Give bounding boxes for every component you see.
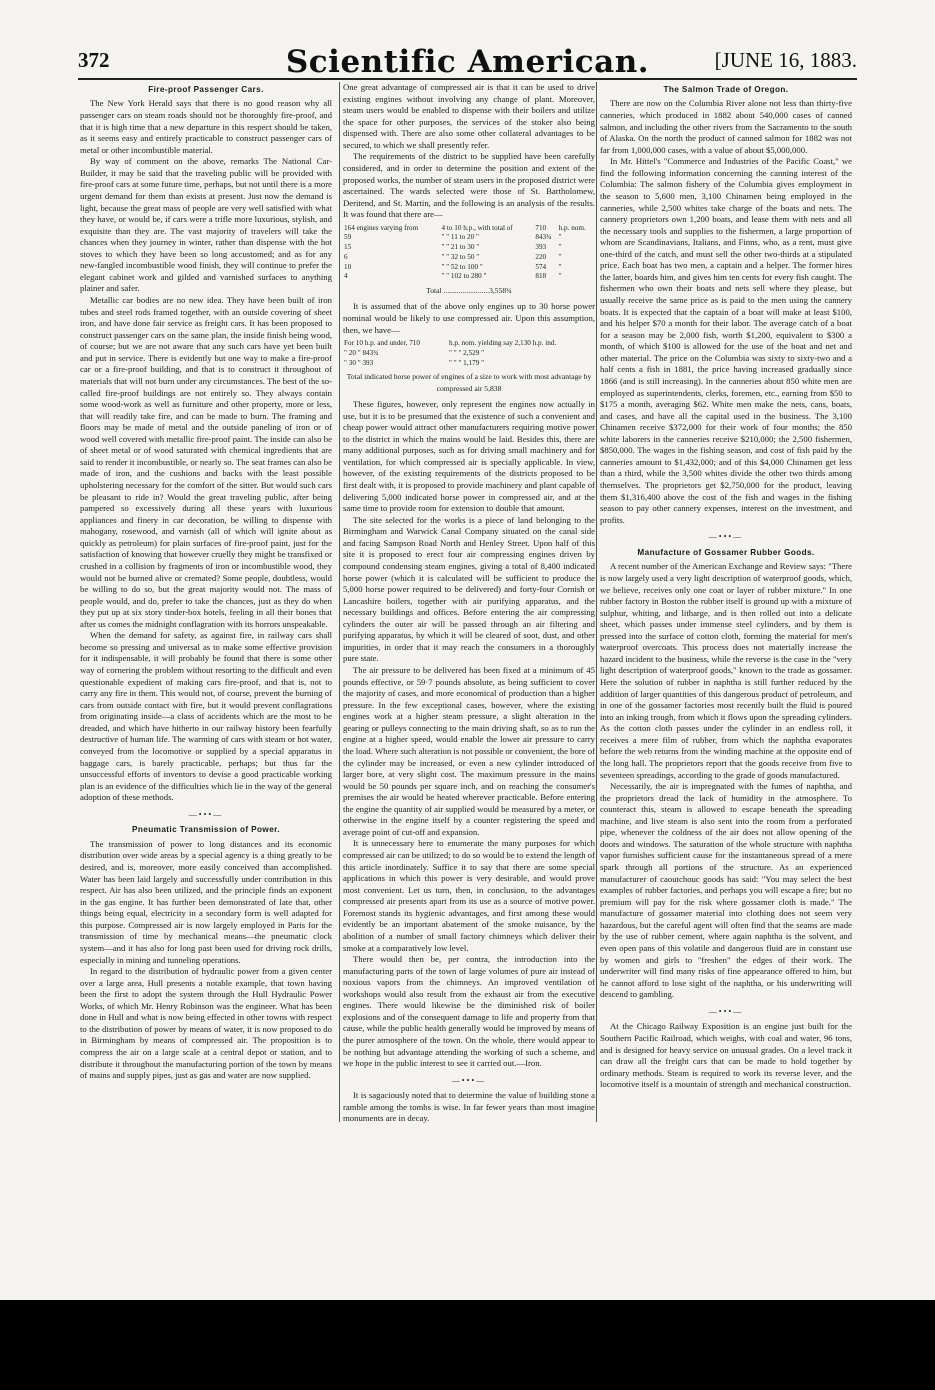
article-heading: Manufacture of Gossamer Rubber Goods. [637,547,815,557]
table-cell: " " " 2,529 " [448,348,485,357]
table-cell: " " " 1,179 " [448,358,485,367]
table-cell: 393 [535,243,547,252]
table-cell: 574 [535,262,547,271]
header-rule [78,78,857,80]
bottom-bar [0,1300,935,1390]
paragraph: The New York Herald says that there is no good reason why all passenger cars on steam roads should not be thoroughly fire-proof, and that it is high time that a new departure in this respect should be taken, as it seems easy and entirely practicable to construct passenger cars of metal or other incombustible material. [80,98,332,155]
table-cell: 6 [344,252,348,261]
section-ornament: —•••— [188,809,224,819]
column-left [80,82,332,1127]
masthead: Scientific American. [285,44,650,80]
column-middle [343,82,595,1127]
paragraph: By way of comment on the above, remarks The National Car-Builder, it may be said that the traveling public will be provided with fire-proof cars at some future time, perhaps, but not until there is a more urgent demand for them than exists at present. Just now the demand is light, because the great mass of people are very well satisfied with what they have, or would be, if cars were a trifle more luxurious, stylish, and exquisite than they are. The vast majority of travelers will take the chances when they journey in winter, rather than dispense with the hot stoves to which they have been so long accustomed; and as for any new-fangled incombustible wood finish, they will continue to prefer the elegant cabinet work and gilded and varnished surfaces to anything plainer and safer. [80,156,332,294]
table-cell: " [558,272,562,281]
table-cell: 164 engines varying from [344,223,419,232]
table-cell: 818 [535,272,547,281]
paragraph: The site selected for the works is a piece of land belonging to the Birmingham and Warwick Canal Company situated on the canal side and facing Sampson Road North and Henley Street. Upon half of this site it is proposed to erect four air compressing engines driven by compound condensing steam engines, giving a total of 8,400 indicated horse power (which it is calculated will be sufficient to produce the 5,000 horse power required to be delivered) and forty-four Cornish or Lancashire boilers, together with air purifying apparatus, and the necessary buildings and offices. Before entering the air compressing cylinders the outer air will be passed through an air filtering and purifying apparatus, by which it will be cleared of soot, dust, and other impurities, in order that it may reach the consumers in a thoroughly pure state. [343,514,595,664]
page-number: 372 [78,48,110,72]
table-total: Total ........................3,558¾ [426,286,512,296]
paragraph: It is unnecessary here to enumerate the many purposes for which compressed air can be utilized; to do so would be to extend the length of this article inordinately. Suffice it to say that there are some special applications in which this power is very desirable, and would prove most convenient. Let us turn, then, in conclusion, to the advantages compressed air presents apart from its use as a source of motive power. Foremost stands its hygienic advantages, and first among these would evidently be an important abatement of the smoke nuisance, by the abolition of a number of small factory chimneys which deliver their smoke at a comparatively low level. [343,838,595,953]
paragraph: These figures, however, only represent the engines now actually in use, but it is to be presumed that the existence of such a convenient and cheap power would attract other manufacturers requiring motive power to the district in which the mains would be laid. Besides this, there are many additional purposes, such as for driving small machinery and for ventilation, for which compressed air is specially applicable. In view, however, of the existing requirements of the districts proposed to be first dealt with, it is proposed to provide machinery and plant capable of delivering 5,000 indicated horse power in compressed air, and at the same time to provide room for extension to double that amount. [343,399,595,514]
table-cell: 15 [344,243,352,252]
page-header [78,44,857,80]
table-row [343,349,595,359]
table-cell: " " 11 to 20 " [441,233,479,242]
paragraph: It is sagaciously noted that to determine the value of building stone a ramble among the tombs is wise. In far fewer years than most imagine monuments are in decay. [343,1090,595,1124]
table-cell: 710 [535,223,547,232]
table-row [343,224,595,234]
column-divider [596,82,597,1122]
table-cell: For 10 h.p. and under, 710 [344,339,420,348]
table-cell: " [558,252,562,261]
table-cell: 220 [535,252,547,261]
paragraph: At the Chicago Railway Exposition is an engine just built for the Southern Pacific Railroad, which weighs, with coal and water, 96 tons, and is designed for heavy service on unusual grades. On a level track it can draw all the freight cars that can be made to hold together by ordinary methods. Steam is required to work its reverse lever, and the locomotive itself is a mountain of strength and mechanical construction. [600,1021,852,1090]
paragraph: Metallic car bodies are no new idea. They have been built of iron tubes and steel rods framed together, with an outside covering of sheet iron, and have done fair service as freight cars. It has been proposed to construct passenger cars on the same plan, the inside finish being wood, of course; but we are not aware that any such cars have yet been built and put in service. There is evidently but one way to make a fire-proof car or a fire-proof building, and that is to construct it throughout of materials that will not burn under any circumstances. The best of the so-called fire-proof buildings are not entirely so. They always contain some wood-work as well as furniture and other property, more or less, that will readily take fire, and can be made to burn. The framing and floors may be made of metal and the outside paneling of iron or of wood well covered with metallic fire-proof paint. The inside can also be of sheet metal or of wood saturated with chemical ingredients that are said to render it incombustible, or nearly so. The seat frames can also be made of iron, and the cushions and backs with the least possible upholstering necessary for the comfort of the sitter. But would such cars be pleasant to ride in? Would the great traveling public, after being pampered so excessively during all these years with luxurious appliances and finery in car decoration, be willing to dispense with mahogany, rosewood, and varnish (all of which will ignite about as quickly as petroleum) for plain surfaces of fire-proof paint, just for the satisfaction of knowing that however cruelly they might be transfixed or crushed in a collision by fragments of iron or incombustible wood, they would not be burned alive or cremated? Some people, doubtless, would be willing to do so, but the great majority would not. The mass of people would, and do, prefer to take the chances, just as they do when they put up at six story tinder-box hotels, feeling in all their bones that after us comes the midnight conflagration with its horrors unspeakable. [80,295,332,629]
paragraph: A recent number of the American Exchange and Review says: "There is now largely used a very light description of waterproof goods, which, we believe, receives only one coat or layer of rubber mixture." In one rubber factory in Boston the rubber itself is ground up with a mixture of sulphur, whiting, and litharge, and is then rolled out into a delicate sheet, which passes under immense steel cylinders, and by them is pressed into the surface of cotton cloth, forming the material for men's waterproof overcoats. This process does not materially increase the hazard incident to the business, while the reverse is the case in the "very light description of waterproof goods," known to the trade as gossamer. Here the solution of rubber in naphtha is still further reduced by the addition of larger quantities of this dangerous product of petroleum, and in one of the gossamer factories most recently built the fluid is poured into an inking trough, from which it flows upon the spreading cylinders. As the cotton cloth passes under the cylinder in an endless roll, it receives a mere film of rubber, from which the naphtha evaporates before the web returns from the winding machine at the opposite end of the long hall. The proprietors report that the goods receive from five to seventeen spreadings, according to the grade of goods manufactured. [600,561,852,780]
paragraph: When the demand for safety, as against fire, in railway cars shall become so pressing and universal as to make some effective provision for it indispensable, it will probably be found that there is some other way of cornering the problem without resorting to the difficult and even questionable expedient of making cars fire-proof, and that is, not to carry any fire in them. This would not, of course, prevent the burning of cars from outside contact with fire, but it would prevent conflagrations from originating inside—a class of accidents which are the most to be dreaded, and which have hitherto in our railway history been fearfully destructive of human life. The warming of cars with steam or hot water, conveyed from the locomotive or supplied by a special apparatus in baggage cars, is barely practicable, perhaps; but thus far the unsuccessful efforts of inventors to devise a good practicable working plan is an evidence of the difficulties which lie in the way of the general adoption of these methods. [80,630,332,803]
table-cell: 59 [344,233,352,242]
table-row [343,359,595,369]
table-cell: " " 52 to 100 " [441,262,483,271]
table-row [343,339,595,349]
table-row [343,243,595,253]
horsepower-table [343,339,595,368]
paragraph: One great advantage of compressed air is that it can be used to drive existing engines without involving any change of plant. Moreover, steam users would be enabled to dispense with their boilers and utilize the space for other purposes, the services of the stoker also being dispensed with. There are also some other collateral advantages to be secured, to which we shall presently refer. [343,82,595,150]
table-cell: 4 [344,272,348,281]
table-total: Total indicated horse power of engines of a size to work with most advantage by compressed air 5,838 [346,372,592,393]
column-right [600,82,852,1127]
paragraph: There would then be, per contra, the introduction into the manufacturing parts of the town of large volumes of pure air instead of noxious vapors from the chimneys. An improved ventilation of workshops would also result from the exhaust air from the executive engines. There would likewise be the diminished risk of boiler explosions and of the consequent damage to life and property from that cause, while the public health generally would be improved by means of the purer atmosphere of the town. On the whole, there would appear to be nothing but advantage attending the working of such a scheme, and we hope in the public interest to see it carried out.—Iron. [343,954,595,1069]
paragraph: In Mr. Hittel's "Commerce and Industries of the Pacific Coast," we find the following information concerning the canning interest of the Columbia: The salmon fishery of the Columbia gives employment in the season to 5,600 men, 3,100 Chinamen being employed in the canneries, while 2,500 whites take charge of the boats and nets. The cannery proprietors own 1,200 boats, and lease them with nets and all the necessary tools and supplies to the fishermen, a large proportion of whom are Scandinavians, Italians, and Finns, who, as a rent, must give one-third of the catch, and must sell the other two-thirds at a stipulated price. Each boat has two men, a captain and a helper. The former hires the latter, boards him, and gives him ten cents for every fish caught. The fishermen who own their boats and nets sell where they please, but usually receive the same price as is paid to the men using the cannery boats. It is expected that the captain of a boat will make at least $100, and his helper $70 a month for their labor. The average catch of a boat for a season may be 2,000 fish, worth $1,200, equivalent to $300 a month, of which $100 is allowed for the use of the boat and net and other material. The price on the Columbia was sixty to sixty-two and a half cents a fish in 1881, the price having increased gradually since 1866 (and is still increasing). In the canneries about 850 white men are employed as superintendents, clerks, foremen, etc., earning from $50 to $175 a month, averaging $62. White men make the nets, cans, boats, and cases, and have all the capital used in the business. The 3,100 Chinamen receive $372,000 for their work of four months; the 850 white laborers in the canneries receive $210,000; the 2,500 fishermen, $850,000. The wages in the fishing season, and cost of fish paid by the canneries amount to $1,432,000; and of this $4,000 Chinamen get less than a third, while the 3,500 whites divide the other two thirds among themselves. The proprietors get $2,750,000 for the product, leaving them $1,316,400 above the cost of the fish and wages in the fishing season to pay other cannery expenses, interest on the investment, and profits. [600,156,852,525]
paragraph: The air pressure to be delivered has been fixed at a minimum of 45 pounds effective, or 59·7 pounds absolute, as being sufficient to cover the majority of cases, and more economical of production than a higher pressure. In the few exceptional cases, however, where the existing engines work at a higher steam pressure, a slight alteration in the gearing or pulleys connecting to the main driving shaft, so as to run the engine at a higher speed, would enable the lower air pressure to carry the load. Where such alteration is not possible or convenient, the bore of the cylinder may be increased, or even a new cylinder introduced of larger bore, at very slight cost. The maximum pressure in the mains would be 50 pounds per square inch, and on reaching the consumer's premises the air would be heated wherever practicable. Before entering the engine the quantity of air supplied would be measured by a meter, or otherwise in the engine itself by a counter registering the speed and average point of cut-off and expansion. [343,665,595,837]
table-cell: " " 32 to 50 " [441,252,480,261]
table-cell: 843¾ [535,233,552,242]
table-row [343,263,595,273]
article-heading: Fire-proof Passenger Cars. [148,85,264,94]
issue-date: [JUNE 16, 1883. [714,48,857,72]
table-cell: h.p. nom. [558,223,586,232]
paragraph: Necessarily, the air is impregnated with the fumes of naphtha, and the proprietors dread the lack of humidity in the atmosphere. To counteract this, steam is allowed to escape beneath the spreading machine, and live steam is also sent into the room from a perforated pipe, whenever the coldness of the air does not allow opening of the doors and windows. The saturation of the whole structure with naphtha vapor furnishes sufficient cause for the instantaneous spread of a mere spark through all portions of the structure. As an experienced manufacturer of caoutchouc goods has said: "You may select the best examples of rubber factories, and perhaps you will escape a fire; but no premium will pay for the risk where gossamer cloth is made." The manufacture of gossamer material into clothing does not seem very hazardous, but the careful agent will often find that the seams are made by the use of rubber cement, where again naphtha is the solvent, and even open pans of this volatile and dangerous fluid are in constant use by women and girls to "freshen" the edges of their work. The underwriter will find many risks of fine appearance offered to him, but he cannot afford to lose sight of the naphtha, or his underwriting will descend to gambling. [600,781,852,1000]
table-cell: " 20 " 843¾ [344,348,379,357]
paragraph: In regard to the distribution of hydraulic power from a given center over a large area, Hull presents a notable example, that town having been the first to adopt the system through the Hull Hydraulic Power Works, of which Mr. Henry Robinson was the engineer. What has been done in Hull and what is now being effected in other towns with respect to the distribution of power by means of water, it is now proposed to do in Birmingham by means of compressed air. The proposition is to compress the air on a large scale at a central depot or station, and to distribute it throughout the manufacturing portion of the town by means of mains and supply pipes, just as gas and water are now supplied. [80,966,332,1081]
table-cell: " 30 " 393 [344,358,374,367]
paragraph: The requirements of the district to be supplied have been carefully considered, and in order to determine the position and extent of the proposed works, the number of steam users in the proposed district were ascertained. The wards selected were those of St. Bartholomew, Deritend, and St. Martin, and the following is an analysis of the results. It was found that there are— [343,151,595,220]
table-cell: " " 21 to 30 " [441,243,480,252]
column-divider [339,82,340,1122]
table-cell: 10 [344,262,352,271]
table-cell: " [558,262,562,271]
engine-table [343,224,595,282]
section-ornament: —•••— [708,1006,744,1016]
table-row [343,272,595,282]
table-cell: " [558,243,562,252]
paragraph: There are now on the Columbia River alone not less than thirty-five canneries, which produced in 1882 about 540,000 cases of canned salmon, and including the other rivers from the Sacramento to the south of Alaska. On the north the product of canned salmon for 1882 was not far from 1,000,000 cases, with a value of about $5,000,000. [600,98,852,155]
section-ornament: —•••— [451,1075,487,1085]
table-row [343,253,595,263]
article-heading: Pneumatic Transmission of Power. [132,825,280,835]
paragraph: The transmission of power to long distances and its economic distribution over wide areas by a special agency is a thing greatly to be desired, and is, moreover, more easily conceived than accomplished. Water has been laid largely and successfully under contribution in this respect. Air has also been utilized, and the principle finds an exponent in the gas engine. It has further been demonstrated of late that, other things being equal, electricity in a secondary form is well adapted for this purpose. Compressed air is now largely employed in Paris for the transmission of time by mechanical means—the pneumatic clock system—and it has also for long past been used for driving rock drills, especially in mining and tunneling operations. [80,838,332,965]
table-cell: " " 102 to 280 " [441,272,487,281]
table-cell: " [558,233,562,242]
table-cell: h.p. nom. yielding say 2,130 h.p. ind. [448,339,557,348]
paragraph: It is assumed that of the above only engines up to 30 horse power nominal would be likely to use compressed air. Upon this assumption, then, we have— [343,301,595,335]
section-ornament: —•••— [708,532,744,542]
article-heading: The Salmon Trade of Oregon. [663,85,789,94]
table-row [343,233,595,243]
table-cell: 4 to 10 h.p., with total of [441,223,513,232]
